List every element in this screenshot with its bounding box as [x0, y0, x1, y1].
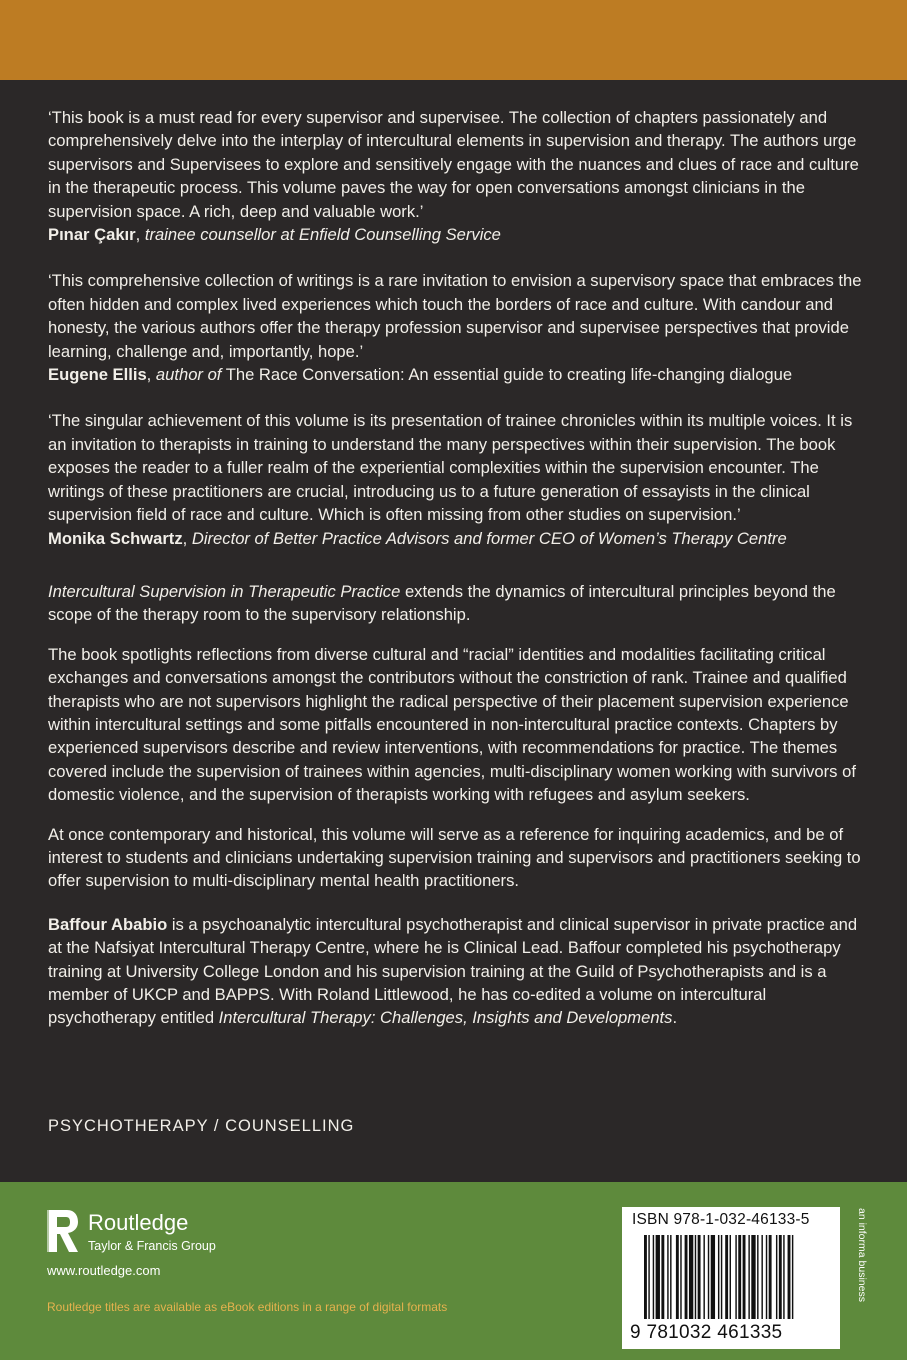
barcode-bar — [761, 1235, 762, 1319]
barcode-bar — [698, 1235, 701, 1319]
barcode-bar — [721, 1235, 722, 1319]
barcode-bar — [689, 1235, 693, 1319]
barcode-bar — [680, 1235, 681, 1319]
ebook-note: Routledge titles are available as eBook editions in a range of digital formats — [47, 1300, 448, 1314]
publisher-footer — [0, 1182, 907, 1360]
barcode-icon — [630, 1235, 834, 1321]
endorsement-2 — [48, 269, 868, 386]
barcode-bar — [748, 1235, 749, 1319]
barcode-bar — [792, 1235, 793, 1319]
publisher-website[interactable]: www.routledge.com — [47, 1263, 161, 1278]
author-book: Intercultural Therapy: Challenges, Insights and Developments — [218, 1008, 673, 1028]
barcode-bar — [738, 1235, 741, 1319]
endorser-role-prefix: author of — [155, 365, 222, 385]
barcode-bar — [695, 1235, 696, 1319]
endorser-name: Eugene Ellis — [48, 365, 147, 385]
endorsement-quote: ‘This book is a must read for every supervisor and supervisee. The collection of chapters passionately and comprehensively delve into the interplay of intercultural elements in supervision and therapy. The authors urge supervisors and Supervisees to explore and sensitively engage with the nuances and clues of race and culture in the therapeutic process. This volume paves the way for open conversations amongst clinicians in the supervision space. A rich, deep and valuable work.’ — [48, 108, 859, 221]
author-bio: Baffour Ababio is a psychoanalytic intercultural psychotherapist and clinical supervisor in private practice and at the Nafsiyat Intercultural Therapy Centre, where he is Clinical Lead. Baffour completed his psychotherapy training at University College London and his supervision training at the Guild of Psychotherapists and is a member of UKCP and BAPPS. With Roland Littlewood, he has co-edited a volume on intercultural psychotherapy entitled Intercultural Therapy: Challenges, Insights and Developments. — [48, 914, 858, 1028]
barcode-bar — [779, 1235, 782, 1319]
endorsement-3 — [48, 409, 868, 549]
barcode-bar — [730, 1235, 731, 1319]
barcode-bar — [670, 1235, 671, 1319]
barcode-bar — [653, 1235, 654, 1319]
barcode-bar — [676, 1235, 679, 1319]
back-cover-text — [48, 106, 868, 1053]
barcode-bar — [656, 1235, 660, 1319]
barcode-bar — [711, 1235, 715, 1319]
barcode-bar — [667, 1235, 668, 1319]
barcode-bar — [769, 1235, 772, 1319]
barcode-bar — [788, 1235, 791, 1319]
isbn-barcode — [622, 1207, 840, 1349]
description-paragraph: The book spotlights reflections from diverse cultural and “racial” identities and modalities facilitating critical exchanges and conversations amongst the contributors without the constriction of rank. Trainee and qualified therapists who are not supervisors highlight the radical perspective of their placement supervision experience within intercultural settings and some pitfalls encountered in non-intercultural practice contexts. Chapters by experienced supervisors describe and review interventions, with recommendations for practice. The themes covered include the supervision of trainees within agencies, multi-disciplinary women working with survivors of domestic violence, and the supervision of therapists working with refugees and asylum seekers. — [48, 644, 856, 805]
informa-business: an informa business — [856, 1208, 868, 1302]
endorsement-quote: ‘The singular achievement of this volume is its presentation of trainee chronicles within its multiple voices. It is an invitation to therapists in training to understand the many perspectives within their supervision. The book exposes the reader to a fuller realm of the experiential complexities within the supervision encounter. The writings of these practitioners are crucial, introducing us to a future generation of essayists in the clinical supervision field of race and culture. Which is often missing from other studies on supervision.’ — [48, 411, 853, 525]
routledge-logo-icon — [47, 1208, 79, 1254]
barcode-bar — [685, 1235, 688, 1319]
barcode-bar — [648, 1235, 649, 1319]
isbn-label: ISBN 978-1-032-46133-5 — [632, 1211, 810, 1228]
barcode-bar — [776, 1235, 777, 1319]
intro-text: extends the dynamics of intercultural principles beyond the scope of the therapy room to the supervisory relationship. — [48, 581, 836, 625]
barcode-bar — [703, 1235, 704, 1319]
endorsement-1 — [48, 106, 868, 246]
barcode-bar — [757, 1235, 758, 1319]
endorsement-attribution: Pınar Çakır, trainee counsellor at Enfield Counselling Service — [48, 225, 501, 245]
barcode-bar — [661, 1235, 664, 1319]
publisher-group: Taylor & Francis Group — [88, 1239, 216, 1253]
endorsement-attribution: Eugene Ellis, author of The Race Conversation: An essential guide to creating life-changing dialogue — [48, 365, 793, 385]
barcode-bar — [743, 1235, 746, 1319]
subject-category: PSYCHOTHERAPY / COUNSELLING — [48, 1117, 355, 1135]
barcode-bar — [718, 1235, 719, 1319]
author-name: Baffour Ababio — [48, 914, 168, 934]
barcode-bar — [735, 1235, 736, 1319]
barcode-bar — [751, 1235, 755, 1319]
endorser-role: trainee counsellor at Enfield Counselling Service — [144, 225, 501, 245]
barcode-bar — [708, 1235, 709, 1319]
barcode-digits: 9 781032 461335 — [630, 1322, 783, 1343]
barcode-bar — [725, 1235, 728, 1319]
author-bio-text: is a psychoanalytic intercultural psychotherapist and clinical supervisor in private practice and at the Nafsiyat Intercultural Therapy Centre, where he is Clinical Lead. Baffour completed his psychotherapy training at University College London and his supervision training at the Guild of Psychotherapists and is a member of UKCP and BAPPS. With Roland Littlewood, he has co-edited a volume on intercultural psychotherapy entitled — [48, 914, 858, 1028]
barcode-bar — [766, 1235, 767, 1319]
endorser-name: Pınar Çakır — [48, 225, 136, 245]
endorser-role-book: The Race Conversation: An essential guide to creating life-changing dialogue — [225, 365, 793, 385]
endorsement-quote: ‘This comprehensive collection of writings is a rare invitation to envision a supervisory space that embraces the often hidden and complex lived experiences which touch the borders of race and culture. With candour and honesty, the various authors offer the therapy profession supervisor and supervisee perspectives that provide learning, challenge and, importantly, hope.’ — [48, 271, 862, 361]
book-title: Intercultural Supervision in Therapeutic Practice — [48, 581, 401, 601]
top-color-band — [0, 0, 907, 80]
endorser-role: Director of Better Practice Advisors and former CEO of Women’s Therapy Centre — [191, 528, 787, 548]
description-paragraph: At once contemporary and historical, this volume will serve as a reference for inquiring academics, and be of interest to students and clinicians undertaking supervision training and supervisors and practitioners seeking to offer supervision to multi-disciplinary mental health practitioners. — [48, 824, 861, 891]
endorser-name: Monika Schwartz — [48, 528, 183, 548]
barcode-bar — [644, 1235, 647, 1319]
endorsement-attribution: Monika Schwartz, Director of Better Practice Advisors and former CEO of Women’s Therapy Centre — [48, 528, 787, 548]
barcode-bar — [783, 1235, 784, 1319]
publisher-name: Routledge — [88, 1210, 189, 1235]
description-intro — [48, 580, 868, 627]
